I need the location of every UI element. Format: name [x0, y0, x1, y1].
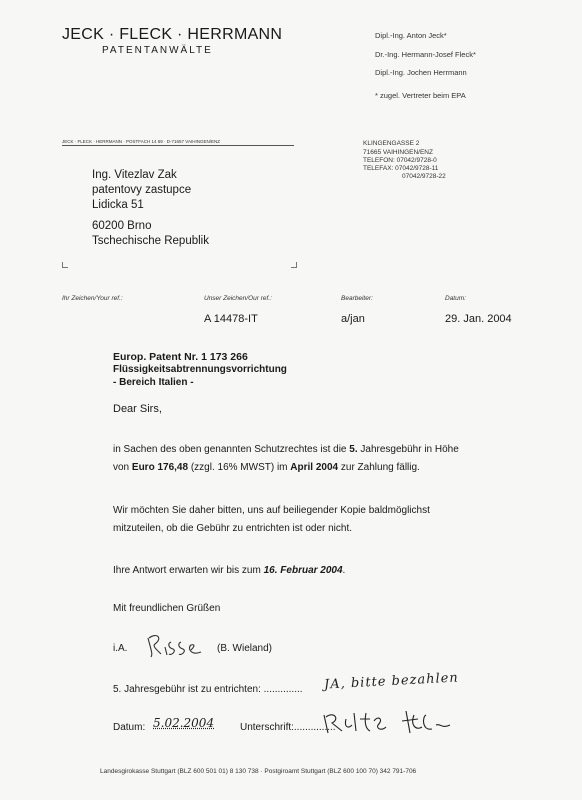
p1b-post: zur Zahlung fällig. — [338, 462, 420, 473]
our-ref-label: Unser Zeichen/Our ref.: — [204, 295, 272, 302]
return-address-rule — [62, 145, 294, 146]
fee-amount: Euro 176,48 — [131, 462, 189, 473]
paragraph-1-line-2 — [113, 462, 420, 473]
salutation: Dear Sirs, — [113, 403, 162, 415]
paragraph-1-line-1 — [113, 444, 459, 455]
address-corner-left — [62, 262, 68, 268]
p1a-post: Jahresgebühr in Höhe — [357, 444, 459, 455]
p3-pre: Ihre Antwort erwarten wir bis zum — [113, 565, 264, 576]
reply-signature — [318, 705, 468, 740]
p1b-pre: von — [113, 462, 132, 473]
epa-note: * zugel. Vertreter beim EPA — [375, 91, 466, 100]
return-address: JECK · FLECK · HERRMANN · POSTFACH 14 69 · D-71657 VAIHINGEN/ENZ — [62, 139, 220, 144]
clerk-label: Bearbeiter: — [341, 295, 373, 302]
subject-title: Flüssigkeitsabtrennungsvorrichtung — [113, 364, 287, 375]
closing: Mit freundlichen Grüßen — [113, 603, 221, 614]
recipient-line-3: Lidicka 51 — [92, 199, 144, 211]
firm-name: JECK · FLECK · HERRMANN — [62, 26, 283, 43]
recipient-line-1: Ing. Vitezlav Zak — [92, 169, 177, 181]
address-corner-right — [291, 262, 297, 268]
firm-subtitle: PATENTANWÄLTE — [102, 45, 213, 56]
due-month: April 2004 — [290, 462, 339, 473]
partner-2: Dr.-Ing. Hermann-Josef Fleck* — [375, 50, 476, 59]
paragraph-2-line-2: mitzuteilen, ob die Gebühr zu entrichten ist oder nicht. — [113, 523, 353, 534]
fee-question: 5. Jahresgebühr ist zu entrichten: .............. — [113, 684, 303, 695]
recipient-line-5: 60200 Brno — [92, 220, 152, 232]
p1b-mid: (zzgl. 16% MWST) im — [188, 462, 291, 473]
paragraph-2-line-1: Wir möchten Sie daher bitten, uns auf beiliegender Kopie baldmöglichst — [113, 505, 430, 516]
p1a-bold: 5. — [349, 444, 358, 455]
reply-date-handwritten: 5.02.2004 — [153, 716, 215, 730]
p1a-pre: in Sachen des oben genannten Schutzrechtes ist die — [113, 444, 350, 455]
paragraph-3 — [113, 565, 345, 576]
subject-patent: Europ. Patent Nr. 1 173 266 — [113, 351, 248, 363]
contact-fax-1: TELEFAX: 07042/9728-11 — [363, 165, 439, 172]
reply-deadline: 16. Februar 2004 — [263, 565, 343, 576]
contact-phone: TELEFON: 07042/9728-0 — [363, 157, 437, 164]
date-label: Datum: — [445, 295, 466, 302]
p3-post: . — [342, 565, 346, 576]
signature-wieland — [143, 630, 205, 660]
our-ref-value: A 14478-IT — [204, 313, 258, 325]
sign-prefix: i.A. — [113, 643, 128, 654]
recipient-line-2: patentovy zastupce — [92, 184, 192, 196]
recipient-line-6: Tschechische Republik — [92, 235, 209, 247]
your-ref-label: Ihr Zeichen/Your ref.: — [62, 295, 123, 302]
fee-answer-handwritten: JA, bitte bezahlen — [323, 670, 460, 693]
reply-date-label: Datum: — [113, 722, 146, 733]
contact-street: KLINGENGASSE 2 — [363, 140, 420, 147]
date-value: 29. Jan. 2004 — [445, 313, 512, 325]
signature-label: Unterschrift:............... — [240, 722, 336, 733]
bank-details-footer: Landesgirokasse Stuttgart (BLZ 600 501 01) 8 130 738 · Postgiroamt Stuttgart (BLZ 600 100 70) 342 791-706 — [100, 768, 417, 775]
contact-city: 71665 VAIHINGEN/ENZ — [363, 149, 433, 156]
partner-3: Dipl.-Ing. Jochen Herrmann — [375, 68, 467, 77]
partner-1: Dipl.-Ing. Anton Jeck* — [375, 31, 447, 40]
clerk-value: a/jan — [341, 313, 365, 325]
contact-fax-2: 07042/9728-22 — [402, 173, 446, 180]
subject-region: - Bereich Italien - — [113, 377, 194, 388]
sign-name: (B. Wieland) — [217, 643, 273, 654]
